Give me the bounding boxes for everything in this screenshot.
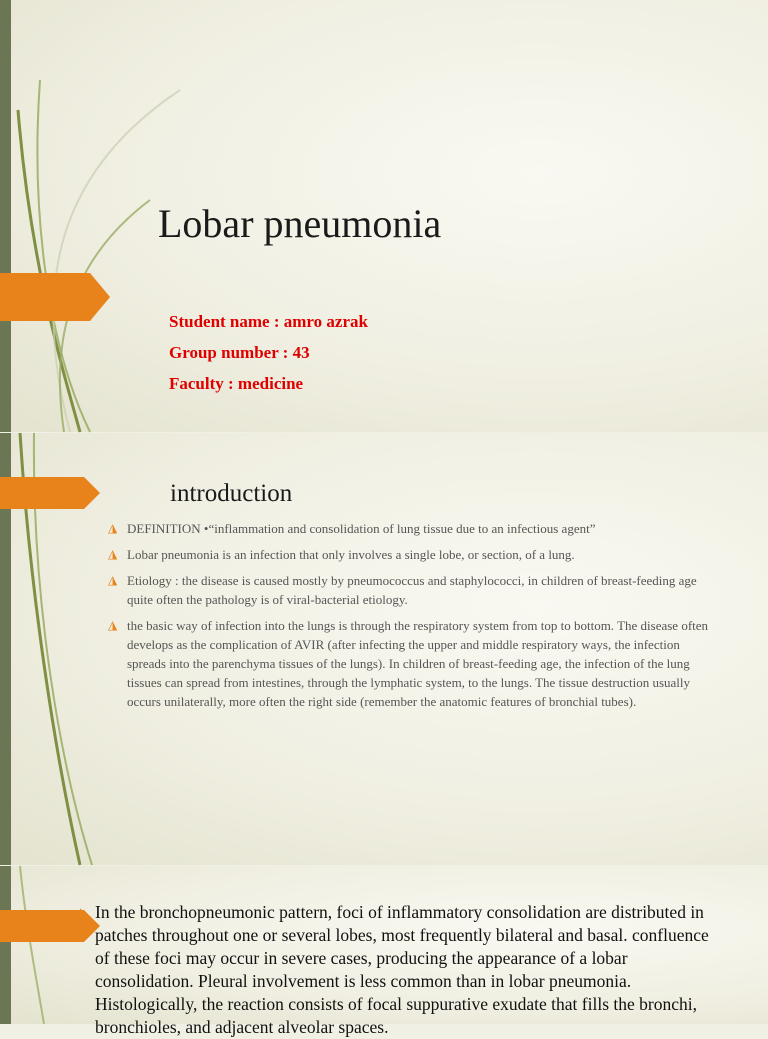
box-bullet-icon: ◮ <box>108 521 118 535</box>
left-accent-bar <box>0 866 11 1024</box>
box-bullet-icon: ◮ <box>76 905 86 919</box>
section-heading: introduction <box>170 480 293 507</box>
bullet-text: the basic way of infection into the lungs is through the respiratory system from top to bottom. The disease often develops as the complication of AVIR (after infecting the upper and middle respiratory ways, the infection spreads into the parenchyma tissues of the lungs). In children of breast-feeding age, the infection of the lung tissues can spread from intestines, through the lymphatic system, to the lungs. The tissue destruction usually occurs unilaterally, more often the right side (remember the anatomic features of bronchial tubes). <box>127 618 709 709</box>
orange-tab-icon <box>0 273 110 321</box>
faculty: Faculty : medicine <box>169 374 304 393</box>
group-number: Group number : 43 <box>169 343 310 362</box>
bullet-list <box>108 519 718 718</box>
box-bullet-icon: ◮ <box>108 618 118 632</box>
orange-tab-icon <box>0 477 100 509</box>
bullet-text: Lobar pneumonia is an infection that only involves a single lobe, or section, of a lung. <box>127 547 575 562</box>
box-bullet-icon: ◮ <box>108 573 118 587</box>
paragraph-text: In the bronchopneumonic pattern, foci of inflammatory consolidation are distributed in patches throughout one or several lobes, most frequently bilateral and basal. confluence of these foci may occur in severe cases, producing the appearance of a lobar consolidation. Pleural involvement is less common than in lobar pneumonia. Histologically, the reaction consists of focal suppurative exudate that fills the bronchi, bronchioles, and adjacent alveolar spaces. <box>95 902 709 1037</box>
title-slide <box>0 0 768 432</box>
bullet-text: Etiology : the disease is caused mostly by pneumococcus and staphylococci, in children of breast-feeding age quite often the pathology is of viral-bacterial etiology. <box>127 573 697 607</box>
introduction-slide <box>0 433 768 865</box>
bullet-text: DEFINITION •“inflammation and consolidation of lung tissue due to an infectious agent” <box>127 521 596 536</box>
list-item <box>108 519 718 538</box>
content-slide <box>0 866 768 1037</box>
box-bullet-icon: ◮ <box>108 547 118 561</box>
student-info <box>169 306 368 399</box>
slide-title: Lobar pneumonia <box>158 201 442 246</box>
list-item <box>108 616 718 711</box>
body-paragraph <box>76 901 726 1039</box>
student-name: Student name : amro azrak <box>169 312 368 331</box>
list-item <box>108 545 718 564</box>
list-item <box>108 571 718 609</box>
left-accent-bar <box>0 0 11 432</box>
